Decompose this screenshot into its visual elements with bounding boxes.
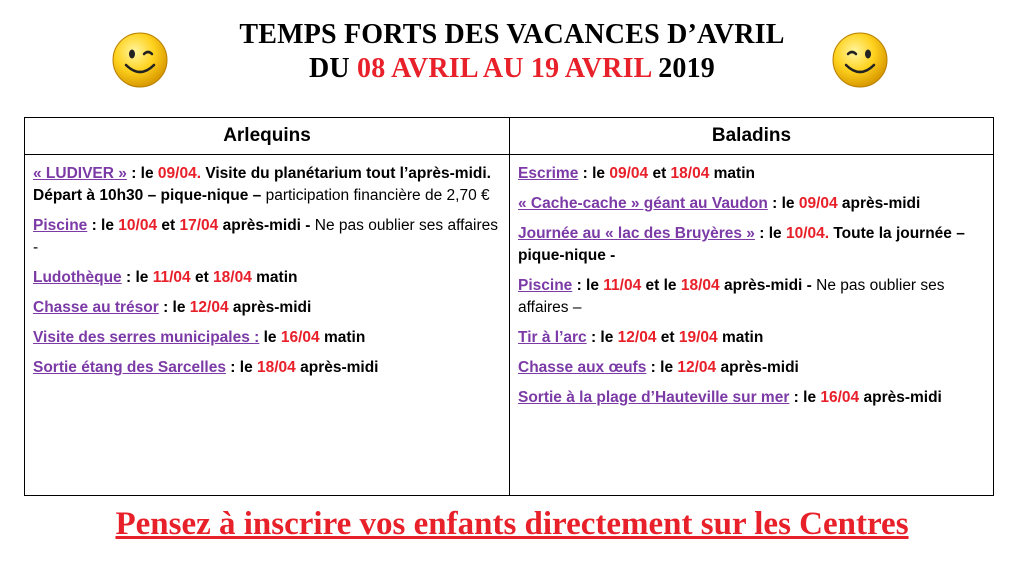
entry-note: Ne pas oublier ses affaires – xyxy=(518,277,945,316)
entry-text: après-midi xyxy=(716,359,799,376)
activity-link[interactable]: « Cache-cache » géant au Vaudon xyxy=(518,195,768,212)
entry-date: 12/04 xyxy=(677,359,717,376)
entry-date: 18/04 xyxy=(213,269,252,286)
list-item xyxy=(33,215,501,259)
activity-link[interactable]: Tir à l’arc xyxy=(518,329,587,346)
entry-date: 16/04 xyxy=(820,389,860,406)
entry-text: matin xyxy=(717,329,764,346)
entry-sep: : le xyxy=(121,269,153,286)
activity-link[interactable]: « LUDIVER » xyxy=(33,165,127,182)
entry-date: 09/04. xyxy=(157,165,202,182)
entry-date: 11/04 xyxy=(603,277,642,294)
entry-date: 19/04 xyxy=(678,329,718,346)
entry-mid: et xyxy=(157,217,180,234)
page-title xyxy=(180,18,844,86)
entry-text: matin xyxy=(251,269,298,286)
title-line-1: TEMPS FORTS DES VACANCES D’AVRIL xyxy=(239,19,785,50)
entry-sep: : le xyxy=(754,225,786,242)
entry-mid: et le xyxy=(641,277,681,294)
entry-sep: : le xyxy=(789,389,821,406)
entry-date: 12/04 xyxy=(189,299,229,316)
title-prefix: DU xyxy=(308,53,358,84)
activity-link[interactable]: Visite des serres municipales : xyxy=(33,329,260,346)
entry-date: 10/04. xyxy=(785,225,830,242)
list-item xyxy=(518,387,985,409)
entry-sep: : le xyxy=(87,217,119,234)
title-dates: 08 AVRIL AU 19 AVRIL xyxy=(357,53,651,84)
entry-date: 09/04 xyxy=(609,165,649,182)
entry-text: après-midi xyxy=(228,299,312,316)
entry-text: matin xyxy=(709,165,755,182)
activity-link[interactable]: Sortie à la plage d’Hauteville sur mer xyxy=(518,389,790,406)
list-item xyxy=(33,163,501,207)
entry-sep: : le xyxy=(767,195,799,212)
activity-link[interactable]: Piscine xyxy=(518,277,573,294)
entry-text: Visite du planétarium tout l’après-midi. Départ à 10h30 – pique-nique – xyxy=(33,165,491,204)
entry-note: participation financière de 2,70 € xyxy=(261,187,490,204)
entry-sep: : le xyxy=(572,277,604,294)
list-item xyxy=(33,267,501,289)
activity-link[interactable]: Chasse aux œufs xyxy=(518,359,647,376)
activity-link[interactable]: Journée au « lac des Bruyères » xyxy=(518,225,755,242)
entry-date: 09/04 xyxy=(798,195,838,212)
list-item xyxy=(518,163,985,185)
entry-date: 17/04 xyxy=(179,217,219,234)
activities-table xyxy=(24,117,994,496)
entry-date: 11/04 xyxy=(152,269,191,286)
list-item xyxy=(518,357,985,379)
entry-date: 18/04 xyxy=(680,277,720,294)
entry-text: après-midi - xyxy=(719,277,812,294)
list-item xyxy=(33,297,501,319)
entry-text: après-midi xyxy=(295,359,379,376)
registration-notice: Pensez à inscrire vos enfants directement sur les Centres xyxy=(115,506,909,542)
activity-link[interactable]: Chasse au trésor xyxy=(33,299,159,316)
baladins-cell xyxy=(510,155,994,496)
column-header-arlequins: Arlequins xyxy=(25,118,510,155)
entry-sep: : le xyxy=(578,165,610,182)
entry-text: matin xyxy=(319,329,366,346)
entry-date: 18/04 xyxy=(670,165,710,182)
list-item xyxy=(518,275,985,319)
list-item xyxy=(518,327,985,349)
entry-date: 16/04 xyxy=(280,329,320,346)
arlequins-cell xyxy=(25,155,510,496)
entry-sep: : le xyxy=(158,299,190,316)
entry-mid: et xyxy=(190,269,214,286)
list-item xyxy=(33,357,501,379)
entry-text: après-midi - xyxy=(218,217,311,234)
entry-sep: le xyxy=(259,329,281,346)
list-item xyxy=(33,327,501,349)
entry-sep: : le xyxy=(225,359,257,376)
entry-text: après-midi xyxy=(859,389,942,406)
entry-note: Ne pas oublier ses affaires - xyxy=(33,217,499,256)
entry-text: après-midi xyxy=(837,195,921,212)
entry-date: 10/04 xyxy=(118,217,158,234)
entry-sep: : le xyxy=(646,359,678,376)
entry-date: 18/04 xyxy=(257,359,296,376)
entry-sep: : le xyxy=(586,329,618,346)
title-line-2 xyxy=(180,52,844,86)
title-year: 2019 xyxy=(651,53,715,84)
activity-link[interactable]: Piscine xyxy=(33,217,88,234)
entry-mid: et xyxy=(656,329,679,346)
entry-sep: : le xyxy=(126,165,158,182)
list-item xyxy=(518,193,985,215)
entry-mid: et xyxy=(648,165,671,182)
column-header-baladins: Baladins xyxy=(510,118,994,155)
entry-text: Toute la journée – pique-nique - xyxy=(518,225,965,264)
list-item xyxy=(518,223,985,267)
smiley-icon xyxy=(110,30,170,90)
entry-date: 12/04 xyxy=(617,329,657,346)
activity-link[interactable]: Escrime xyxy=(518,165,579,182)
activity-link[interactable]: Ludothèque xyxy=(33,269,122,286)
activity-link[interactable]: Sortie étang des Sarcelles xyxy=(33,359,226,376)
